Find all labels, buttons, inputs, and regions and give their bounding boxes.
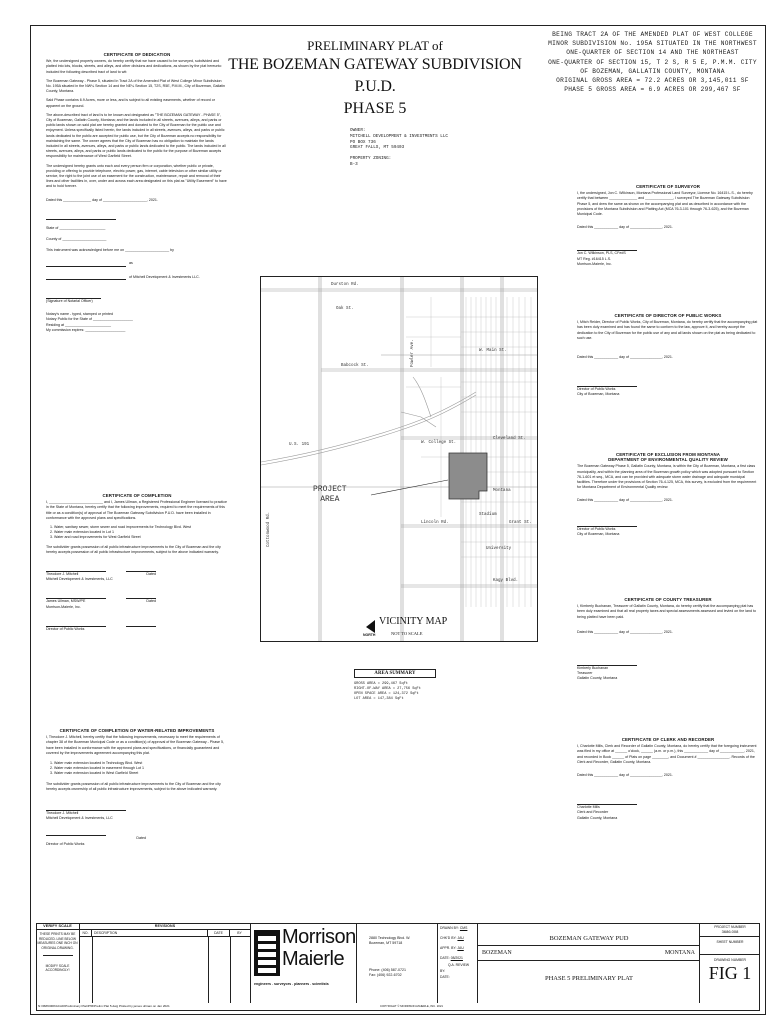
certificate-of-dedication: CERTIFICATE OF DEDICATION We, the undersigned property owners, do hereby certify that we have caused to be surveyed, subdivided and platted into lots, blocks, streets, and alleys, and other divisions and dedications, as shown by the plat hereunto included the following described tract of land to wit: The Bozeman Gateway - Phase 5, situated in Tract 2A of the Amended Plat of West College Minor Subdivision No. 195A situated in the NW¼ Section 14 and the NE¼ Section 15, T2S, R5E, P.M.M., City of Bozeman, Gallatin County, Montana. Said Phase contains 6.9 Acres, more or less, and is subject to all existing easements, whether of record or apparent on the ground. The above-described tract of land is to be known and designated as "THE BOZEMAN GATEWAY - PHASE 5", City of Bozeman, Gallatin County, Montana; and the lands included in all streets, avenues, alleys, and parks or public lands shown on said plat are hereby granted and donated to the City of Bozeman for the public use and enjoyment. Unless specifically listed herein, the lands included in all streets, avenues, alleys, and parks or public lands dedicated to the public are accepted for public use, but the City of Bozeman accepts no responsibility for maintaining the same. The owner agrees that the City of Bozeman has no obligation to maintain the lands included in all streets, avenues, alleys, and parks or public lands dedicated to the public. The lands included in all streets, avenues, alleys, and parks or public lands dedicated to the public for the purpose of Bozeman accepts responsibility for maintenance of West Garfield Street. The undersigned hereby grants unto each and every person firm or corporation, whether public or private, providing or offering to provide telephone, electric power, gas, internet, cable television or other similar utility or service, the right to the joint use of an easement for the construction, maintenance, repair and removal of their lines and other facilities in, over, under and across each area designated on this plat as "Utility Easement" to have and to hold forever. Dated this ______________ day of ______________________, 2021. State of _______________________ County of ______________________ This instrument was acknowledged before me on ______________________ by as of Mitchell Development & Investments LLC. (Signature of Notarial Officer) Notary's name - typed, stamped or printed Notary Public for the State of ____________________ Residing at _______________________ My commission expires: ____________________ <box>46 52 227 332</box>
street-stadium: Stadium <box>479 513 497 517</box>
title-line-2: THE BOZEMAN GATEWAY SUBDIVISION P.U.D. <box>228 56 522 95</box>
street-oak: Oak St. <box>336 307 354 311</box>
verify-scale-block: VERIFY SCALE THESE PRINTS MAY BE REDUCED. LINE BELOW MEASURES ONE INCH ON ORIGINAL DRAWING. MODIFY SCALE ACCORDINGLY! <box>36 923 80 1003</box>
street-cleveland: Cleveland St. <box>493 437 526 441</box>
vicinity-map-subtitle: NOT TO SCALE <box>391 631 423 636</box>
drawing-number: FIG 1 <box>708 963 752 983</box>
title-line-3: PHASE 5 <box>343 100 407 117</box>
vicinity-map-title: VICINITY MAP <box>379 616 448 627</box>
title-line-1: PRELIMINARY PLAT of <box>307 38 443 53</box>
certificate-water-related: CERTIFICATE OF COMPLETION OF WATER-RELATED IMPROVEMENTS I, Theodore J. Mitchell, hereby certify that the following improvements, necessary to meet the requirements of chapter 38 of the Bozeman Municipal Code or as a condition(s) of approval of the Bozeman Gateway - Phase 5, have been installed in conformance with the approved plans and specifications, or financially guaranteed and covered by the improvements agreement accompanying this plat. 1. Water main extension located in Technology Blvd. West 2. Water main extension located in easement through Lot 1 3. Water main extension located in West Garfield Street The subdivider grants possession of all public infrastructure improvements to the City of Bozeman and the city hereby accepts ownership of all public infrastructure improvements, subject to the above indicated warranty. Theodore J. Mitchell Mitchell Development & Investments, LLC Dated Director of Public Works <box>46 728 224 846</box>
vicinity-map <box>260 276 538 642</box>
certificate-clerk-recorder: CERTIFICATE OF CLERK AND RECORDER I, Charlotte Mills, Clerk and Recorder of Gallatin County, Montana, do hereby certify that the foregoing instrument was filed in my office at ______ o'clock, ______ (a.m. or p.m.), this ____________ day of ____________, 2021, and recorded in Book ______ of Plats on page ________, and Document # ________________. Records of the Clerk and Recorder, Gallatin County, Montana. Dated this ____________ day of ________________, 2021. Charlotte Mills Clerk and Recorder Gallatin County, Montana <box>577 737 757 820</box>
revisions-table: REVISIONS NO. DESCRIPTION DATE BY <box>80 923 251 1003</box>
project-area-shape <box>449 453 487 499</box>
plat-title <box>225 38 525 120</box>
sheet-title: PHASE 5 PRELIMINARY PLAT <box>544 975 634 982</box>
company-address: 2880 Technology Blvd. W. Bozeman, MT 59718 Phone: (406) 587-0721 Fax: (406) 922-6702 <box>356 923 438 1003</box>
logo-text-1: Morrison <box>282 926 356 948</box>
street-university: University <box>486 547 512 551</box>
certificate-county-treasurer: CERTIFICATE OF COUNTY TREASURER I, Kimberly Buchanan, Treasurer of Gallatin County, Montana, do hereby certify that the accompanying plat has been duly examined and that all real property taxes and special assessments assessed and levied on the land to being platted have been paid. Dated this ____________ day of ________________, 2021. Kimberly Buchanan Treasurer Gallatin County, Montana <box>577 597 756 681</box>
project-city: BOZEMAN <box>482 950 512 956</box>
street-montana: Montana <box>493 489 511 493</box>
street-us191: U.S. 191 <box>289 443 310 447</box>
logo-tagline: engineers . surveyors . planners . scientists <box>254 982 329 986</box>
owner-block: OWNER: MITCHELL DEVELOPMENT & INVESTMENTS LLC PO BOX 736 GREAT FALLS, MT 59403 PROPERTY ZONING: B-3 <box>350 128 448 167</box>
numbers-block: PROJECT NUMBER 3686.008 SHEET NUMBER DRAWING NUMBER FIG 1 <box>700 923 760 1003</box>
certificate-of-surveyor: CERTIFICATE OF SURVEYOR I, the undersigned, Jon C. Wilkinson, Montana Professional Land Surveyor, License No. 16415 L.S., do hereby certify that between ______________ and ______________, I surveyed The Bozeman Gateway Subdivision Phase 5, and drew the same as shown on the accompanying plat and as described in accordance with the provisions of the Montana Subdivision and Platting Act (MCA 76-3-101 through 76-3-625), and the Bozeman Municipal Code. Dated this ____________ day of ________________, 2021. Jon C. Wilkinson, PLS, CFedS MT Reg. #16415 L.S. Morrison-Maierle, Inc. <box>577 184 753 266</box>
street-lincoln: Lincoln Rd. <box>421 521 449 525</box>
street-grant: Grant St. <box>509 521 532 525</box>
certificate-public-works: CERTIFICATE OF DIRECTOR OF PUBLIC WORKS I, Mitch Reider, Director of Public Works, City of Bozeman, Montana, do hereby certify that the accompanying plat has been duly examined and has found the same to conform to the law, approve it, and hereby accept the dedication to the City of Bozeman for the public use of any and all lands shown on the plat as being dedicated to such use. Dated this ____________ day of ________________, 2021. Director of Public Works City of Bozeman, Montana <box>577 313 758 397</box>
street-durston: Durston Rd. <box>331 283 359 287</box>
north-label: NORTH <box>363 633 376 637</box>
copyright: COPYRIGHT © MORRISON-MAIERLE, INC. 2021 <box>380 1004 443 1008</box>
logo-mark-icon <box>254 930 280 976</box>
file-path: N:\3686\008\ACAD\Preliminary Plat\Ph5\Prelim Plat 5.dwg Plotted by james ullman on Jan 2021 <box>38 1004 170 1008</box>
street-cottonwood: Cottonwood Rd. <box>267 511 271 547</box>
project-area-label: PROJECT AREA <box>313 485 347 504</box>
street-kagy: Kagy Blvd. <box>493 579 519 583</box>
certificate-of-completion: CERTIFICATE OF COMPLETION I, ___________________________ and I, James Ullman, a Registered Professional Engineer licensed to practice in the State of Montana, hereby certify that the following improvements, required to meet the requirements of this title or as a condition(s) of approval of The Bozeman Gateway Subdivision P.U.D. have been installed in conformance with the approved plans and specifications. 1. Water, sanitary sewer, storm sewer and road improvements for Technology Blvd. West 2. Water main extension located in Lot 1 3. Water and road improvements for West Garfield Street The subdivider grants possession of all public infrastructure improvements to the City of Bozeman and the city hereby accepts possession of all public infrastructure improvements, subject to the above indicated warranty. Theodore J. Mitchell Dated Mitchell Development & Investments, LLC James Ullman, MSW/PE Dated Morrison-Maierle, Inc. Director of Public Works <box>46 493 228 631</box>
street-main: W. Main St. <box>479 349 507 353</box>
street-college: W. College St. <box>421 441 457 445</box>
logo-text-2: Maierle <box>282 948 345 970</box>
street-fowler: Fowler Ave. <box>411 339 415 367</box>
street-babcock: Babcock St. <box>341 364 369 368</box>
company-logo <box>252 926 356 1001</box>
area-summary: AREA SUMMARY GROSS AREA = 299,467 SqFt RIGHT-OF-WAY AREA = 27,756 SqFt OPEN SPACE AREA = 124,372 SqFt LOT AREA = 147,384 SqFt <box>354 669 436 702</box>
dedication-heading: CERTIFICATE OF DEDICATION <box>103 52 171 57</box>
project-block <box>478 923 700 1003</box>
vicinity-map-drawing <box>261 277 538 642</box>
drawn-by-block: DRAWN BY: CMS CHK'D BY: JAU APPR. BY: JAU DATE: 08/2021 Q.A. REVIEW BY: DATE: <box>438 923 478 1003</box>
legal-description: BEING TRACT 2A OF THE AMENDED PLAT OF WEST COLLEGE MINOR SUBDIVISION No. 195A SITUATED IN THE NORTHWEST ONE-QUARTER OF SECTION 14 AND THE NORTHEAST ONE-QUARTER OF SECTION 15, T 2 S, R 5 E, P.M.M. CITY OF BOZEMAN, GALLATIN COUNTY, MONTANA ORIGINAL GROSS AREA = 72.2 ACRES OR 3,145,011 SF PHASE 5 GROSS AREA = 6.9 ACRES OR 299,467 SF <box>548 31 757 94</box>
project-state: MONTANA <box>664 950 695 956</box>
project-name: BOZEMAN GATEWAY PUD <box>549 935 629 942</box>
certificate-of-exclusion: CERTIFICATE OF EXCLUSION FROM MONTANA DEPARTMENT OF ENVIRONMENTAL QUALITY REVIEW The Bozeman Gateway Phase 5, Gallatin County, Montana, is within the City of Bozeman, Montana, a first class municipality, and within the planning area of the Bozeman growth policy which was adopted pursuant to Section 76-1-601 et seq., MCA, and can be provided with adequate storm water drainage and adequate municipal facilities. Therefore under the provisions of Section 76-4-125, MCA, this survey, is excluded from the requirement for Montana Department of Environmental Quality review. Dated this ____________ day of ________________, 2021. Director of Public Works City of Bozeman, Montana <box>577 452 757 536</box>
